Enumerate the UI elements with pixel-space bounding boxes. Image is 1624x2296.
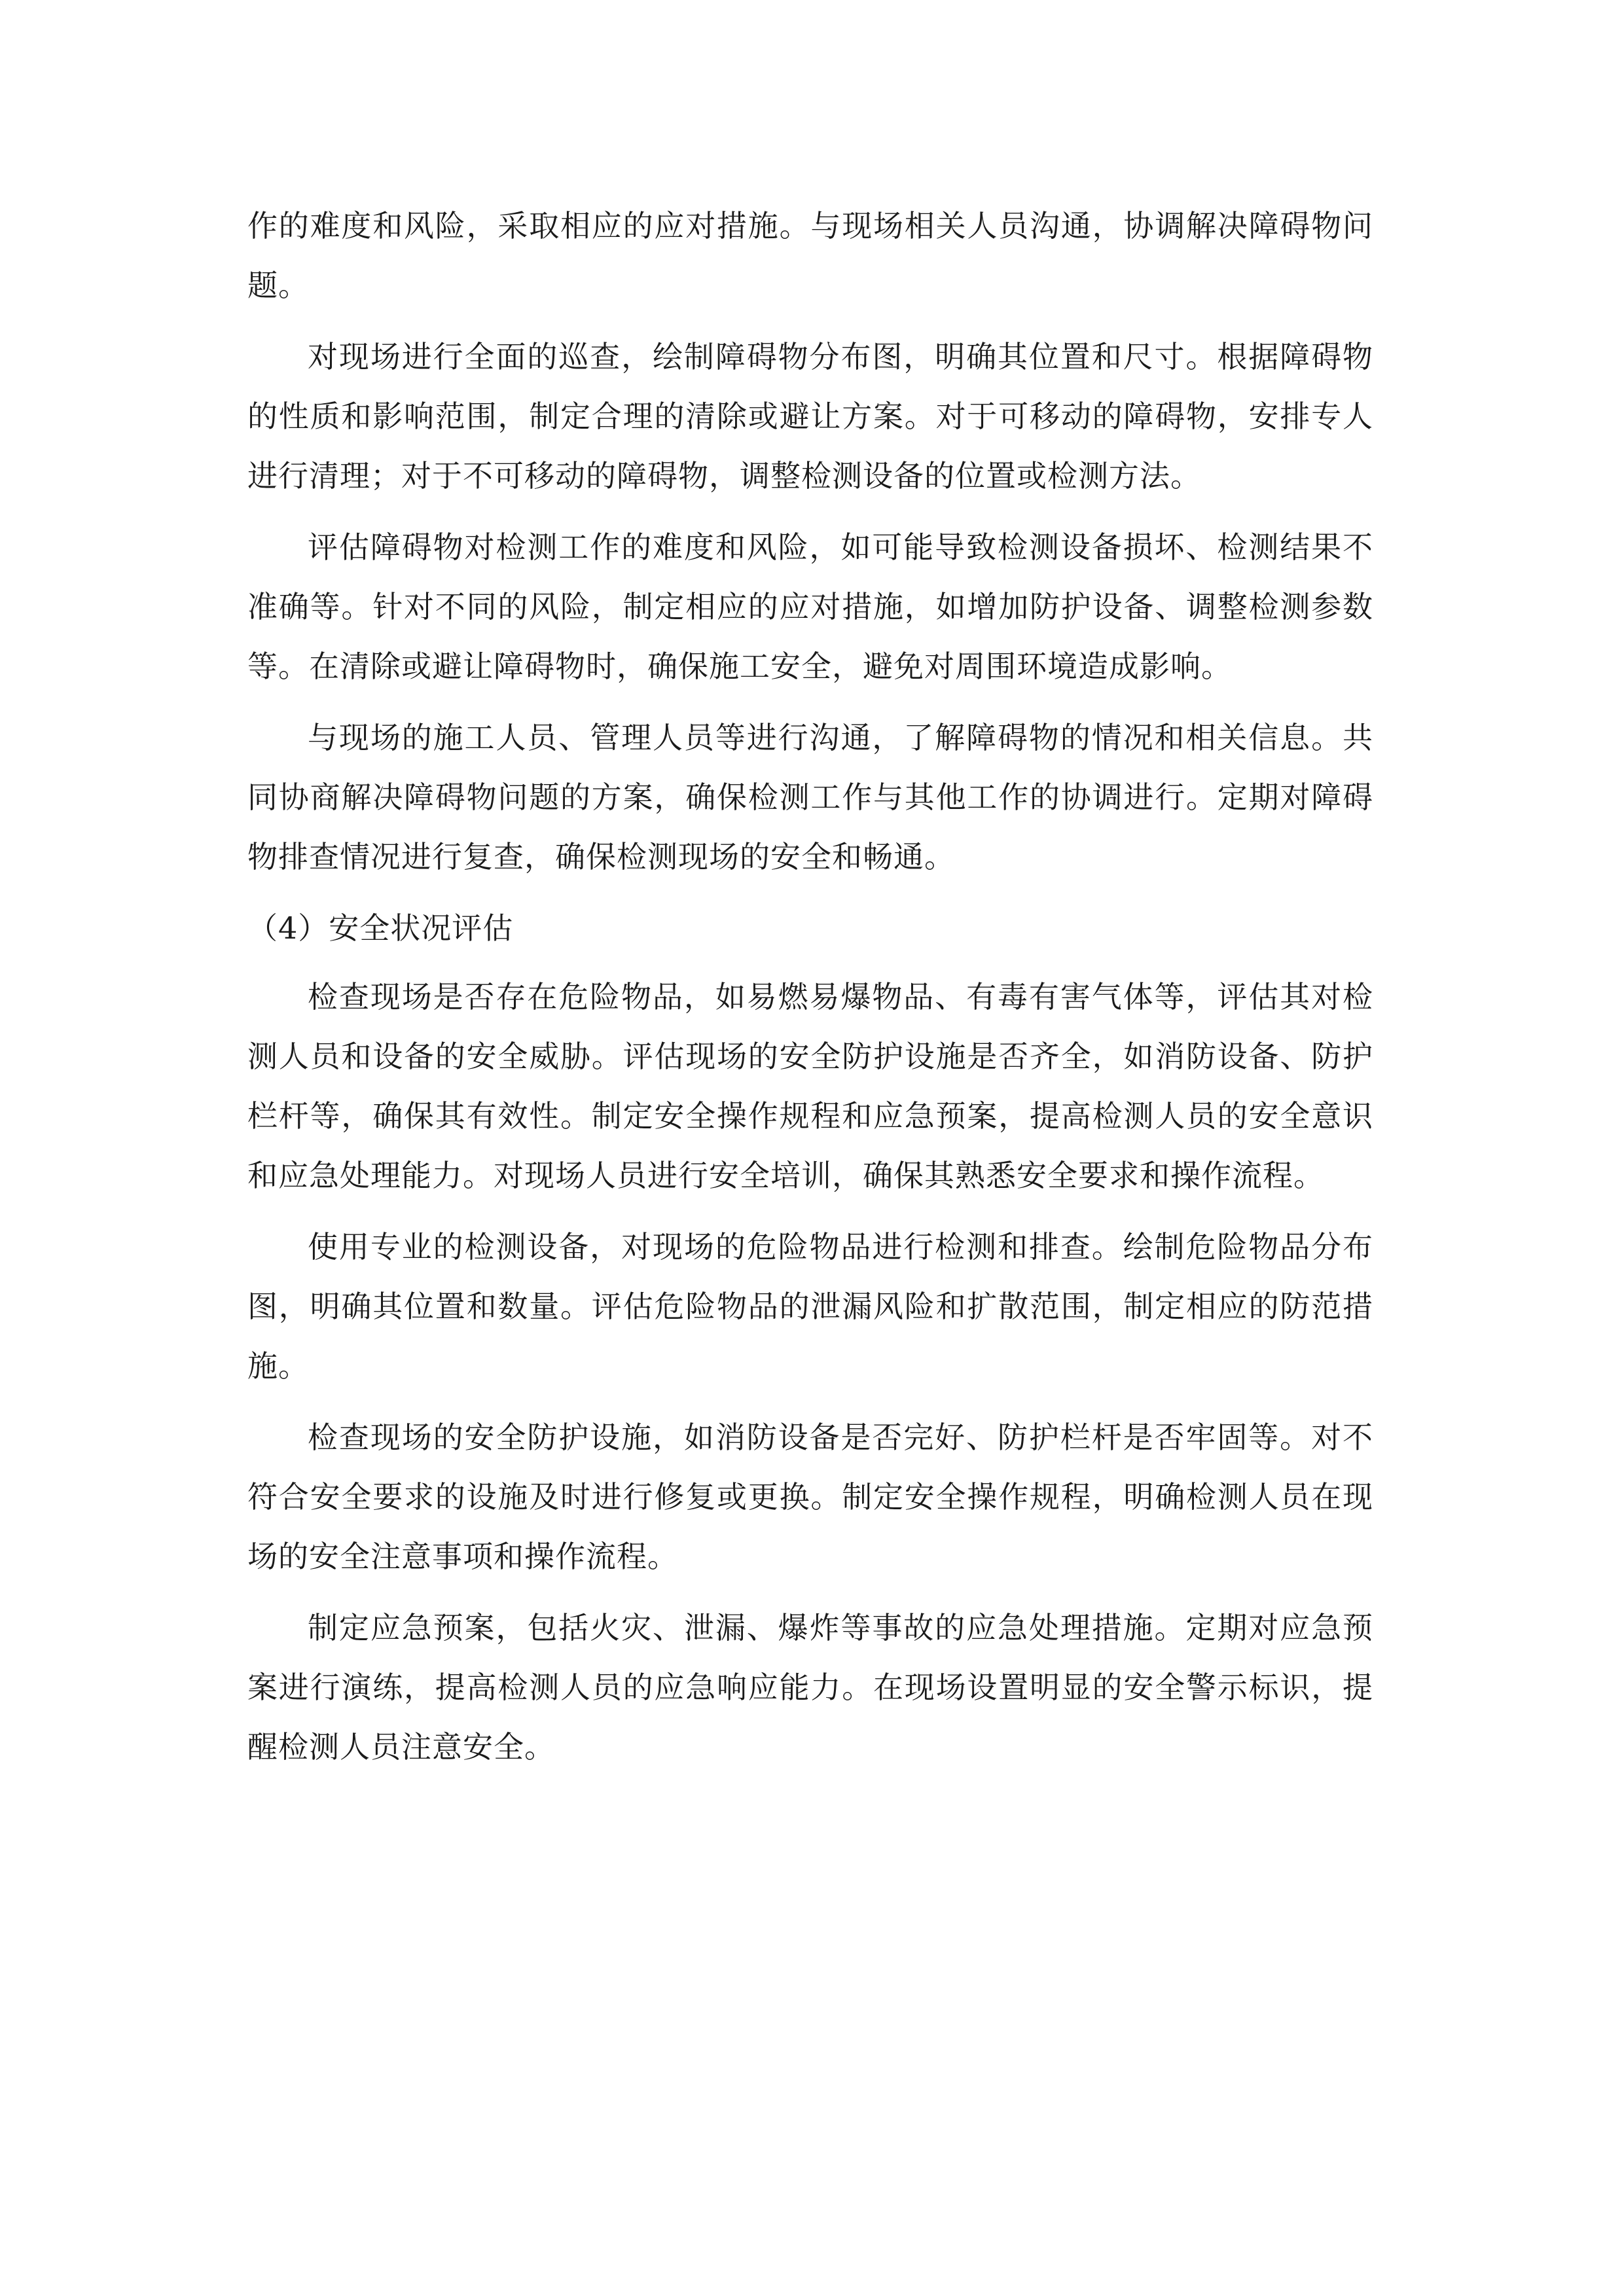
paragraph-safety-check: 检查现场是否存在危险物品，如易燃易爆物品、有毒有害气体等，评估其对检测人员和设备的安全威胁。评估现场的安全防护设施是否齐全，如消防设备、防护栏杆等，确保其有效性。制定安全操作规程和应急预案，提高检测人员的安全意识和应急处理能力。对现场人员进行安全培训，确保其熟悉安全要求和操作流程。 <box>247 979 1373 1193</box>
paragraph-obstacle-communication: 与现场的施工人员、管理人员等进行沟通，了解障碍物的情况和相关信息。共同协商解决障碍物问题的方案，确保检测工作与其他工作的协调进行。定期对障碍物排查情况进行复查，确保检测现场的安全和畅通。 <box>247 720 1373 874</box>
section-heading: （4）安全状况评估 <box>247 910 514 946</box>
paragraph-protective-facilities: 检查现场的安全防护设施，如消防设备是否完好、防护栏杆是否牢固等。对不符合安全要求的设施及时进行修复或更换。制定安全操作规程，明确检测人员在现场的安全注意事项和操作流程。 <box>247 1420 1373 1574</box>
paragraph-continuation: 作的难度和风险，采取相应的应对措施。与现场相关人员沟通，协调解决障碍物问题。 <box>247 208 1373 303</box>
paragraph-obstacle-survey: 对现场进行全面的巡查，绘制障碍物分布图，明确其位置和尺寸。根据障碍物的性质和影响范围，制定合理的清除或避让方案。对于可移动的障碍物，安排专人进行清理；对于不可移动的障碍物，调整检测设备的位置或检测方法。 <box>247 339 1373 493</box>
paragraph-emergency-plan: 制定应急预案，包括火灾、泄漏、爆炸等事故的应急处理措施。定期对应急预案进行演练，提高检测人员的应急响应能力。在现场设置明显的安全警示标识，提醒检测人员注意安全。 <box>247 1610 1373 1765</box>
paragraph-obstacle-risk: 评估障碍物对检测工作的难度和风险，如可能导致检测设备损坏、检测结果不准确等。针对不同的风险，制定相应的应对措施，如增加防护设备、调整检测参数等。在清除或避让障碍物时，确保施工安全，避免对周围环境造成影响。 <box>247 529 1373 684</box>
document-page <box>247 196 1373 1789</box>
paragraph-hazard-detection: 使用专业的检测设备，对现场的危险物品进行检测和排查。绘制危险物品分布图，明确其位置和数量。评估危险物品的泄漏风险和扩散范围，制定相应的防范措施。 <box>247 1229 1373 1384</box>
